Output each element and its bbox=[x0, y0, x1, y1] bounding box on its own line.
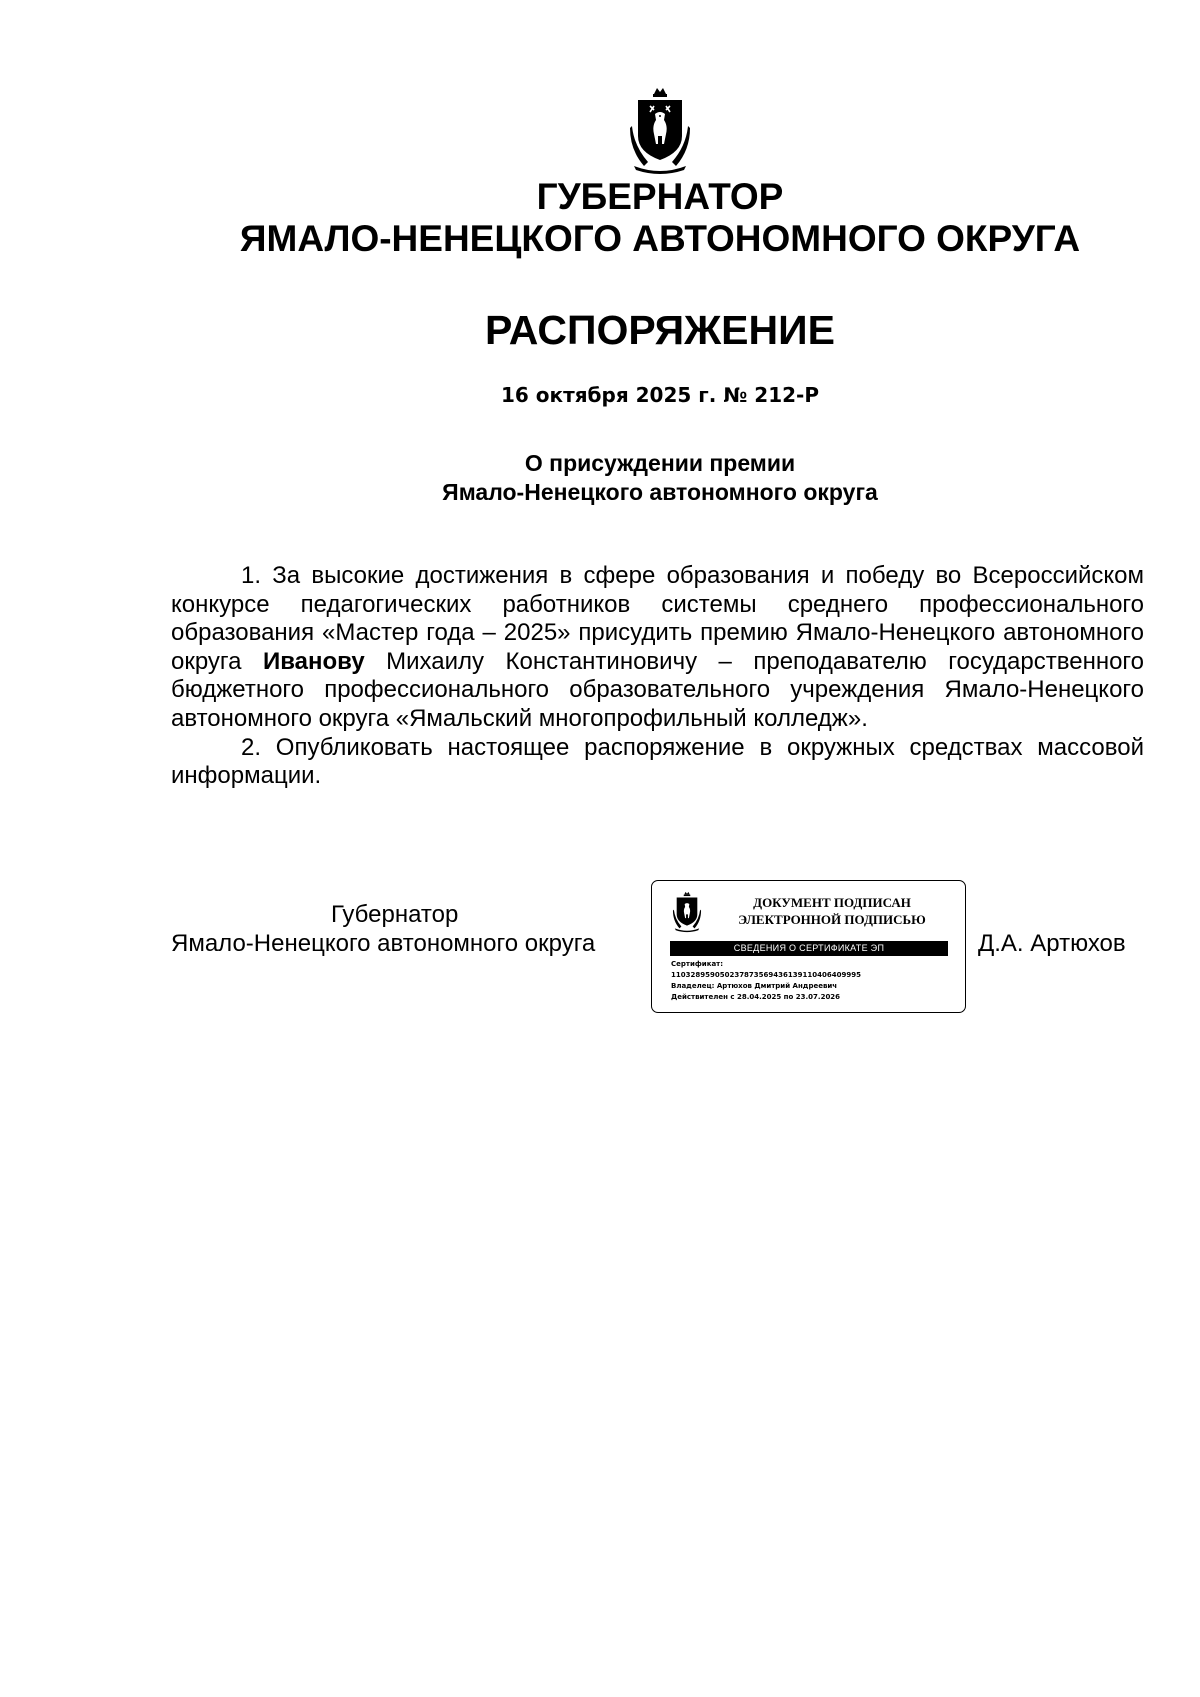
stamp-certificate-number: 110328959050237873569436139110406409995 bbox=[671, 971, 861, 979]
document-body bbox=[171, 562, 1144, 791]
paragraph-1-number: 1. bbox=[241, 562, 262, 589]
document-type-heading: РАСПОРЯЖЕНИЕ bbox=[485, 307, 835, 353]
stamp-validity: Действителен с 28.04.2025 по 23.07.2026 bbox=[671, 993, 841, 1001]
paragraph-2-text: Опубликовать настоящее распоряжение в окружных средствах массовой информации. bbox=[171, 733, 1144, 790]
stamp-coat-of-arms-icon bbox=[672, 889, 702, 935]
coat-of-arms-icon bbox=[628, 86, 692, 176]
paragraph-1 bbox=[171, 562, 1144, 734]
electronic-signature-stamp bbox=[651, 880, 966, 1013]
stamp-title-line-1: ДОКУМЕНТ ПОДПИСАН bbox=[753, 895, 911, 910]
stamp-certificate-bar: СВЕДЕНИЯ О СЕРТИФИКАТЕ ЭП bbox=[670, 941, 948, 956]
signer-name: Д.А. Артюхов bbox=[978, 930, 1126, 957]
stamp-certificate-label: Сертификат: bbox=[671, 960, 724, 968]
awardee-surname: Иванову bbox=[262, 647, 365, 675]
subject-line-2: Ямало-Ненецкого автономного округа bbox=[442, 479, 878, 505]
issuer-title-line-1: ГУБЕРНАТОР bbox=[536, 176, 784, 217]
paragraph-1-text-before-name: За высокие достижения в сфере образования и победу во Всероссийском конкурсе педагогических работников системы среднего профессионального образования «Мастер года – 2025» присудить премию Ямало-Ненецкого автономного округа bbox=[171, 562, 1144, 675]
signatory-position-line-1: Губернатор bbox=[331, 901, 459, 928]
paragraph-1-text-after-name: Михаилу Константиновичу – преподавателю государственного бюджетного профессионального образовательного учреждения Ямало-Ненецкого автономного округа «Ямальский многопрофильный колледж». bbox=[171, 647, 1145, 732]
subject-line-1: О присуждении премии bbox=[524, 450, 796, 476]
stamp-title-line-2: ЭЛЕКТРОННОЙ ПОДПИСЬЮ bbox=[738, 912, 926, 927]
signatory-position bbox=[171, 900, 595, 958]
paragraph-2 bbox=[171, 734, 1144, 791]
document-subject bbox=[0, 449, 1200, 507]
stamp-owner: Владелец: Артюхов Дмитрий Андреевич bbox=[671, 982, 838, 990]
date-and-number: 16 октября 2025 г. № 212-Р bbox=[501, 383, 819, 407]
signatory-position-line-2: Ямало-Ненецкого автономного округа bbox=[171, 930, 596, 957]
paragraph-2-number: 2. bbox=[241, 733, 262, 761]
issuer-title-line-2: ЯМАЛО-НЕНЕЦКОГО АВТОНОМНОГО ОКРУГА bbox=[239, 218, 1081, 259]
